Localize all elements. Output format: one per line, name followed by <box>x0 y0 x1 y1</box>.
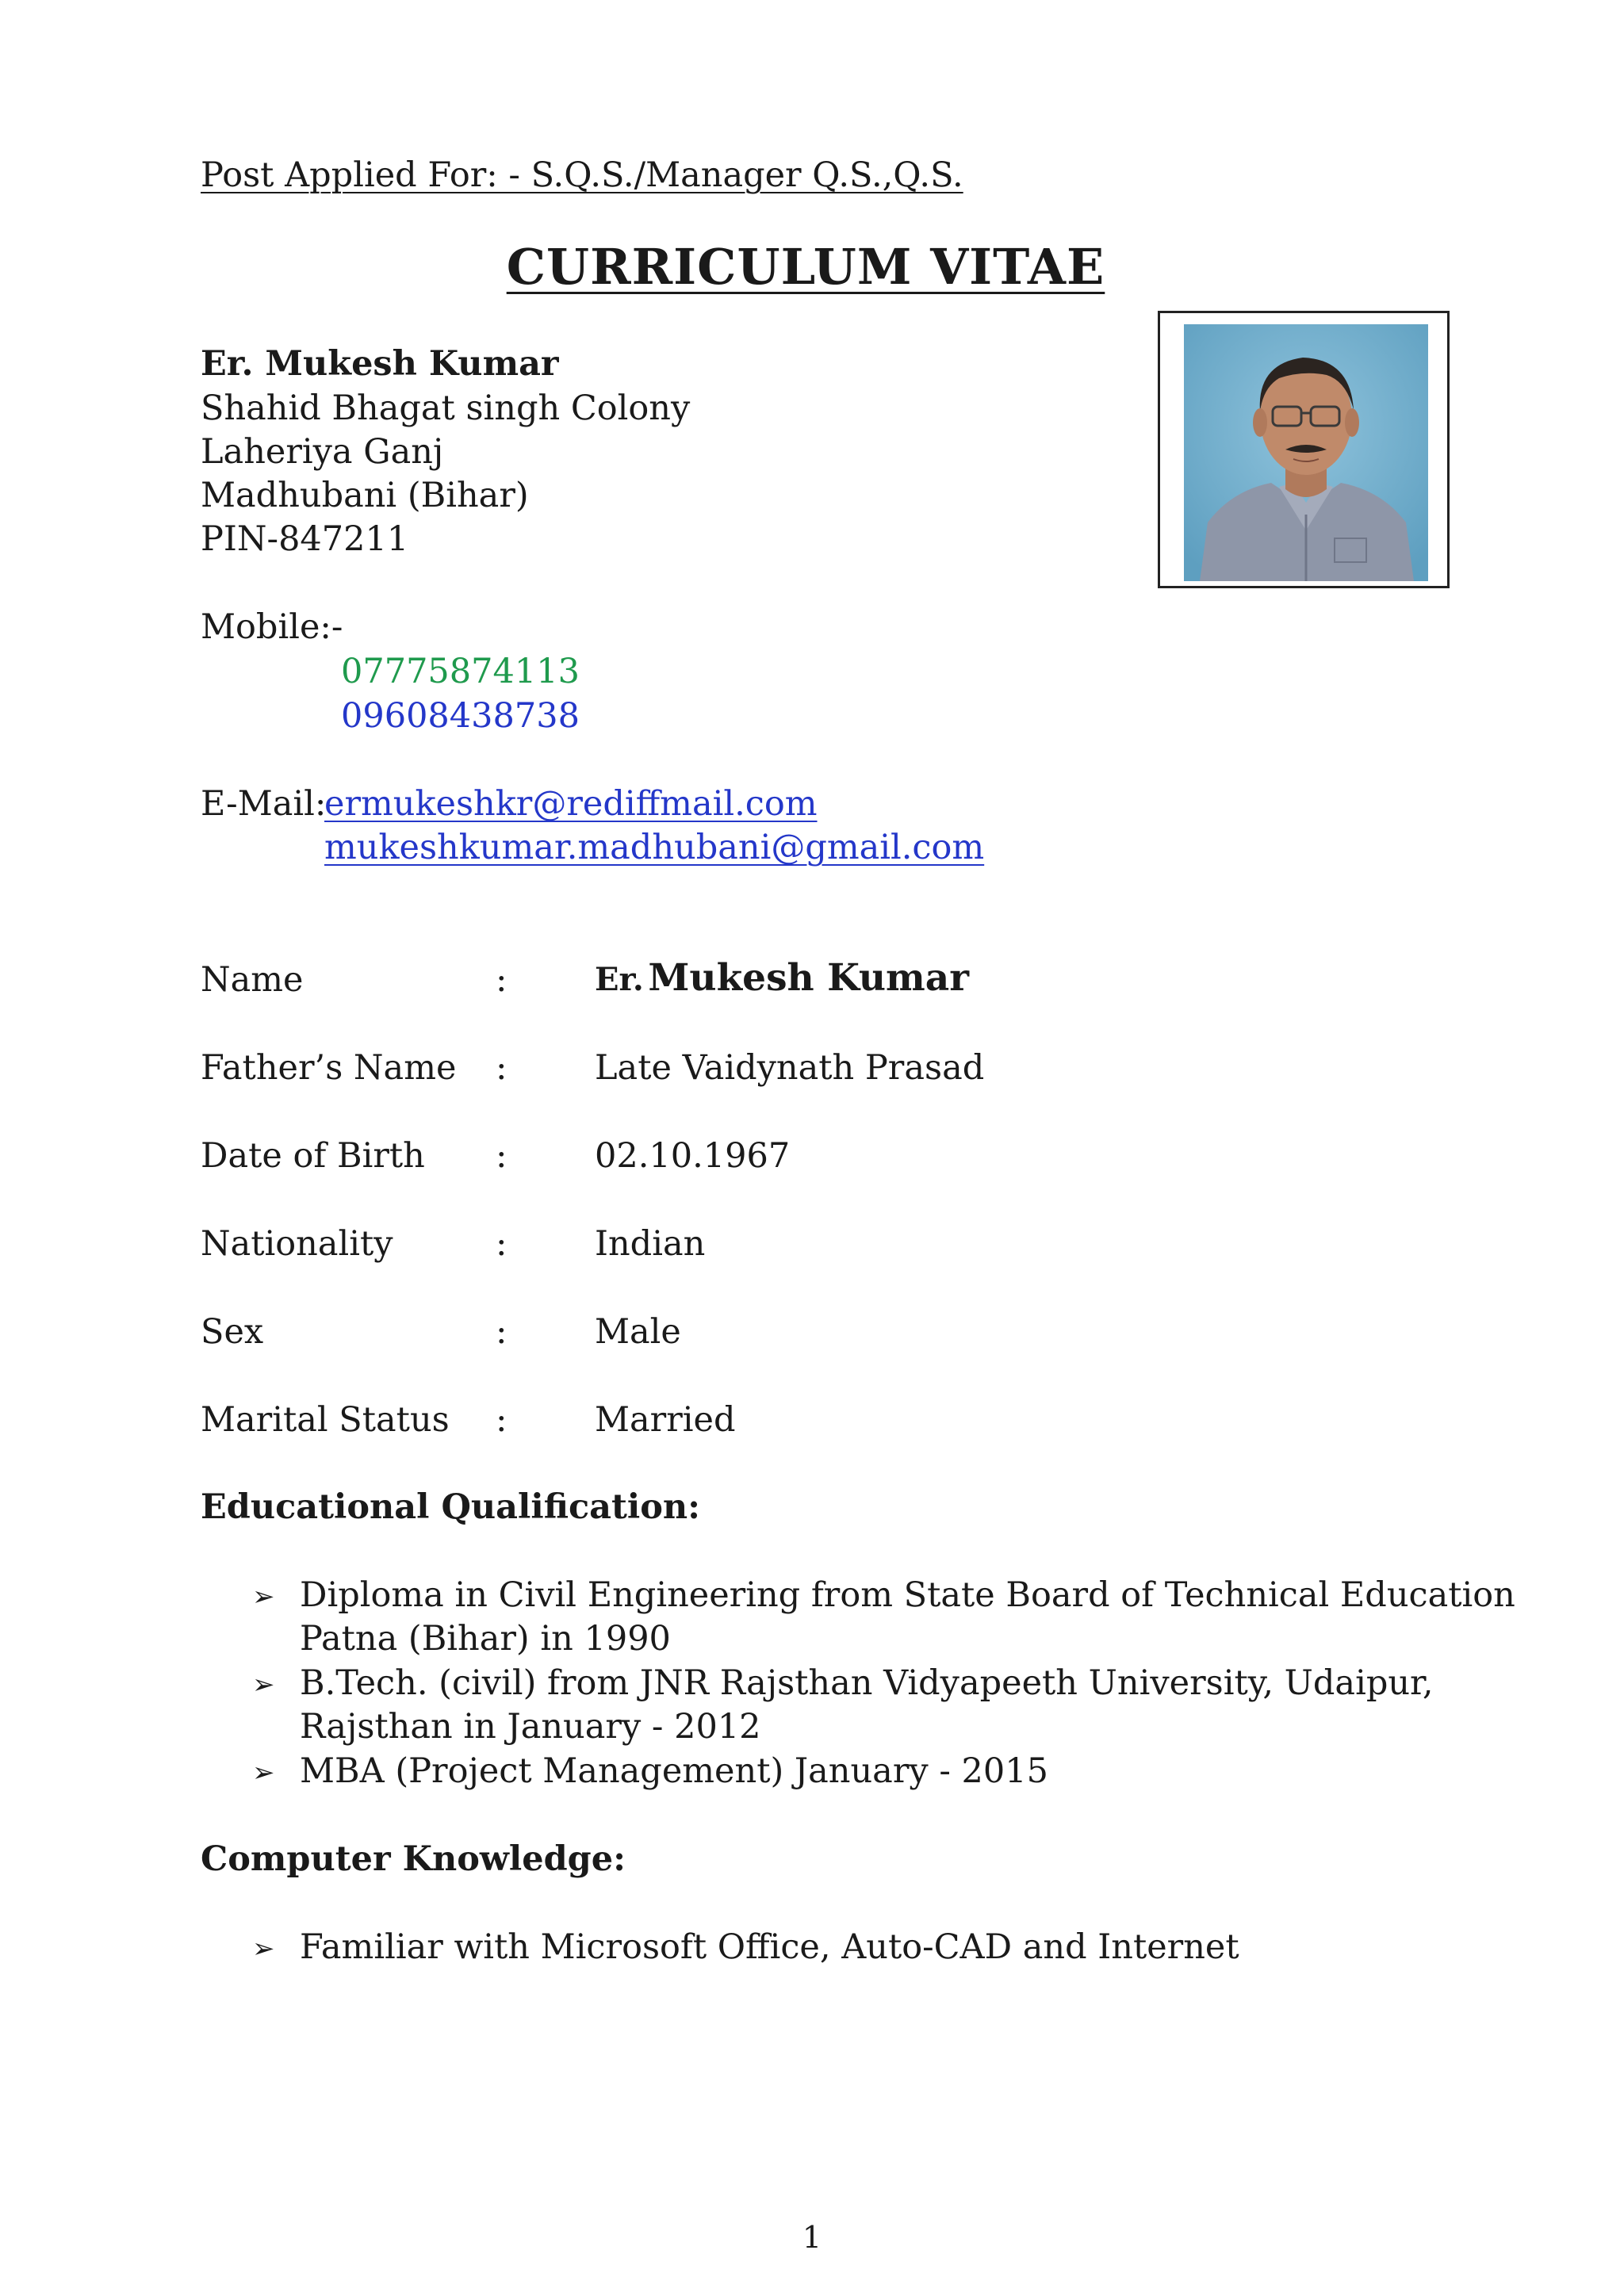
row-value: 02.10.1967 <box>595 1136 791 1176</box>
row-value: Male <box>595 1312 681 1352</box>
page-title-text: CURRICULUM VITAE <box>506 238 1105 296</box>
row-value: Indian <box>595 1224 706 1264</box>
row-colon: : <box>496 1400 508 1440</box>
education-heading: Educational Qualification: <box>201 1487 701 1527</box>
bullet-arrow-icon: ➢ <box>252 1757 275 1789</box>
mobile-number[interactable]: 07775874113 <box>341 652 580 691</box>
row-label: Sex <box>201 1312 264 1352</box>
row-colon: : <box>496 1224 508 1264</box>
row-label: Father’s Name <box>201 1048 457 1088</box>
row-colon: : <box>496 1048 508 1088</box>
row-value: Married <box>595 1400 736 1440</box>
education-item-cont: Patna (Bihar) in 1990 <box>300 1619 671 1659</box>
education-item: Diploma in Civil Engineering from State Board of Technical Education <box>300 1575 1515 1615</box>
address-line: PIN-847211 <box>201 519 409 559</box>
row-label: Name <box>201 960 304 1000</box>
address-line: Shahid Bhagat singh Colony <box>201 388 691 428</box>
address-line: Laheriya Ganj <box>201 432 444 472</box>
row-colon: : <box>496 1136 508 1176</box>
email-link[interactable]: mukeshkumar.madhubani@gmail.com <box>324 828 985 867</box>
post-applied-line: Post Applied For: - S.Q.S./Manager Q.S.,Q.S. <box>201 155 963 195</box>
row-value-name: Mukesh Kumar <box>648 956 970 1000</box>
portrait-image <box>1184 324 1428 581</box>
education-item: MBA (Project Management) January - 2015 <box>300 1751 1048 1791</box>
mobile-label: Mobile:- <box>201 607 343 647</box>
row-value: Late Vaidynath Prasad <box>595 1048 985 1088</box>
computer-heading: Computer Knowledge: <box>201 1839 626 1879</box>
portrait-photo <box>1184 324 1428 581</box>
mobile-number[interactable]: 09608438738 <box>341 696 580 736</box>
page-title <box>0 238 1624 296</box>
row-value-prefix: Er. <box>595 961 644 998</box>
bullet-arrow-icon: ➢ <box>252 1933 275 1965</box>
row-label: Marital Status <box>201 1400 450 1440</box>
education-item: B.Tech. (civil) from JNR Rajsthan Vidyapeeth University, Udaipur, <box>300 1663 1434 1703</box>
email-link[interactable]: ermukeshkr@rediffmail.com <box>324 784 818 824</box>
page-number: 1 <box>802 2220 822 2255</box>
address-line: Madhubani (Bihar) <box>201 476 529 515</box>
address-name: Er. Mukesh Kumar <box>201 344 559 384</box>
photo-frame <box>1158 311 1450 588</box>
row-colon: : <box>496 960 508 1000</box>
row-value <box>595 956 970 1000</box>
computer-item: Familiar with Microsoft Office, Auto-CAD and Internet <box>300 1927 1239 1967</box>
email-label: E-Mail: <box>201 784 327 824</box>
row-colon: : <box>496 1312 508 1352</box>
row-label: Nationality <box>201 1224 393 1264</box>
bullet-arrow-icon: ➢ <box>252 1581 275 1613</box>
row-label: Date of Birth <box>201 1136 425 1176</box>
bullet-arrow-icon: ➢ <box>252 1669 275 1701</box>
education-item-cont: Rajsthan in January - 2012 <box>300 1707 761 1747</box>
